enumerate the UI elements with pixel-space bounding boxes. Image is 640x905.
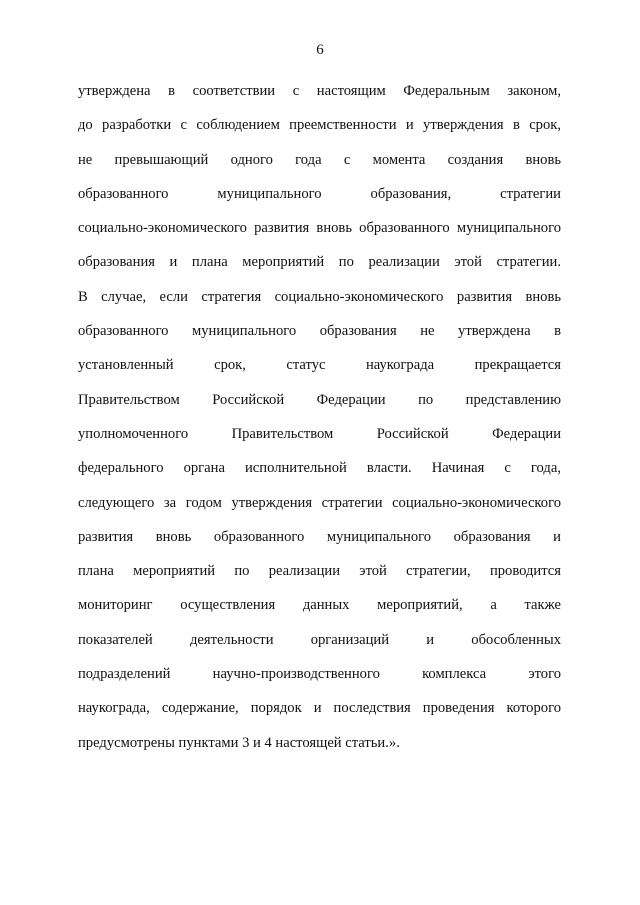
- text-line: образованного муниципального образования, стратегии: [78, 185, 561, 202]
- text-line: предусмотрены пунктами 3 и 4 настоящей статьи.».: [78, 734, 400, 751]
- text-line: уполномоченного Правительством Российской Федерации: [78, 425, 561, 442]
- text-line: федерального органа исполнительной власти. Начиная с года,: [78, 460, 561, 477]
- text-line: В случае, если стратегия социально-экономического развития вновь: [78, 288, 561, 305]
- text-line: развития вновь образованного муниципального образования и: [78, 528, 561, 545]
- text-line: установленный срок, статус наукограда прекращается: [78, 357, 561, 374]
- text-line: образованного муниципального образования не утверждена в: [78, 323, 561, 340]
- text-line: наукограда, содержание, порядок и последствия проведения которого: [78, 700, 561, 717]
- body-text: [78, 82, 561, 768]
- text-line: мониторинг осуществления данных мероприятий, а также: [78, 597, 561, 614]
- text-line: плана мероприятий по реализации этой стратегии, проводится: [78, 563, 561, 580]
- page-number: 6: [316, 42, 324, 58]
- text-line: следующего за годом утверждения стратегии социально-экономического: [78, 494, 561, 511]
- text-line: до разработки с соблюдением преемственности и утверждения в срок,: [78, 117, 561, 134]
- text-line: образования и плана мероприятий по реализации этой стратегии.: [78, 254, 561, 271]
- text-line: социально-экономического развития вновь образованного муниципального: [78, 220, 561, 237]
- text-line: показателей деятельности организаций и обособленных: [78, 631, 561, 648]
- text-line: утверждена в соответствии с настоящим Федеральным законом,: [78, 83, 561, 99]
- text-line: не превышающий одного года с момента создания вновь: [78, 151, 561, 168]
- text-line: Правительством Российской Федерации по представлению: [78, 391, 561, 408]
- text-line: подразделений научно-производственного комплекса этого: [78, 666, 561, 683]
